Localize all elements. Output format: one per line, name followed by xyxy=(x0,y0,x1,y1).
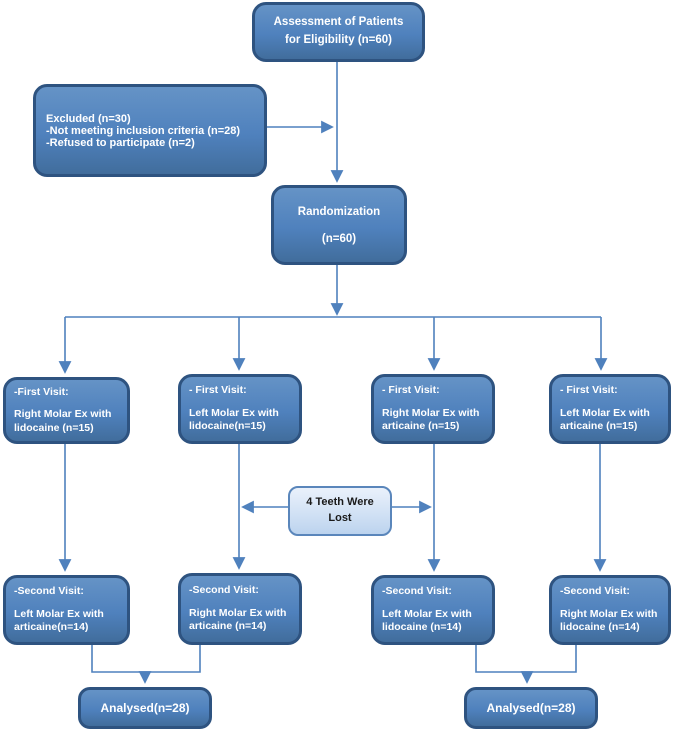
second-visit-4-title: -Second Visit: xyxy=(560,585,630,598)
node-analysed-right xyxy=(464,687,598,729)
node-second-visit-3 xyxy=(371,575,495,645)
node-first-visit-1 xyxy=(3,377,130,444)
node-second-visit-2 xyxy=(178,573,302,645)
second-visit-3-body2: lidocaine (n=14) xyxy=(382,621,462,634)
merge-right-to-analysed xyxy=(476,645,576,682)
first-visit-4-title: - First Visit: xyxy=(560,384,618,397)
node-first-visit-4 xyxy=(549,374,671,444)
node-teeth-lost xyxy=(288,486,392,536)
excluded-line1: Excluded (n=30) xyxy=(46,112,131,125)
second-visit-3-title: -Second Visit: xyxy=(382,585,452,598)
first-visit-1-body1: Right Molar Ex with xyxy=(14,408,112,421)
analysed-right-label: Analysed(n=28) xyxy=(486,701,576,715)
first-visit-2-body2: lidocaine(n=15) xyxy=(189,420,266,433)
first-visit-4-body1: Left Molar Ex with xyxy=(560,406,650,419)
node-first-visit-2 xyxy=(178,374,302,444)
second-visit-2-body1: Right Molar Ex with xyxy=(189,606,287,619)
node-randomization xyxy=(271,185,407,265)
second-visit-2-title: -Second Visit: xyxy=(189,584,259,597)
second-visit-4-body2: lidocaine (n=14) xyxy=(560,621,640,634)
second-visit-3-body1: Left Molar Ex with xyxy=(382,607,472,620)
second-visit-1-title: -Second Visit: xyxy=(14,585,84,598)
second-visit-4-body1: Right Molar Ex with xyxy=(560,607,658,620)
second-visit-1-body1: Left Molar Ex with xyxy=(14,607,104,620)
node-second-visit-4 xyxy=(549,575,671,645)
excluded-line2: -Not meeting inclusion criteria (n=28) xyxy=(46,124,241,137)
first-visit-2-body1: Left Molar Ex with xyxy=(189,406,279,419)
first-visit-1-title: -First Visit: xyxy=(14,385,69,398)
second-visit-1-body2: articaine(n=14) xyxy=(14,621,89,634)
first-visit-1-body2: lidocaine (n=15) xyxy=(14,421,94,434)
randomization-line2: (n=60) xyxy=(321,232,357,245)
split-distributor-line xyxy=(65,317,601,372)
merge-left-to-analysed xyxy=(92,645,200,682)
assessment-line2: for Eligibility (n=60) xyxy=(284,34,393,46)
first-visit-2-title: - First Visit: xyxy=(189,384,247,397)
node-assessment xyxy=(252,2,425,62)
node-first-visit-3 xyxy=(371,374,495,444)
assessment-line1: Assessment of Patients xyxy=(273,16,404,29)
node-analysed-left xyxy=(78,687,212,729)
second-visit-2-body2: articaine (n=14) xyxy=(189,620,267,633)
teeth-lost-line1: 4 Teeth Were xyxy=(306,496,374,509)
first-visit-3-body1: Right Molar Ex with xyxy=(382,406,480,419)
node-second-visit-1 xyxy=(3,575,130,645)
first-visit-4-body2: articaine (n=15) xyxy=(560,420,638,433)
first-visit-3-body2: articaine (n=15) xyxy=(382,420,460,433)
first-visit-3-title: - First Visit: xyxy=(382,384,440,397)
randomization-line1: Randomization xyxy=(297,205,381,218)
excluded-line3: -Refused to participate (n=2) xyxy=(46,136,195,149)
analysed-left-label: Analysed(n=28) xyxy=(100,701,190,715)
teeth-lost-line2: Lost xyxy=(328,512,352,524)
node-excluded xyxy=(33,84,267,177)
